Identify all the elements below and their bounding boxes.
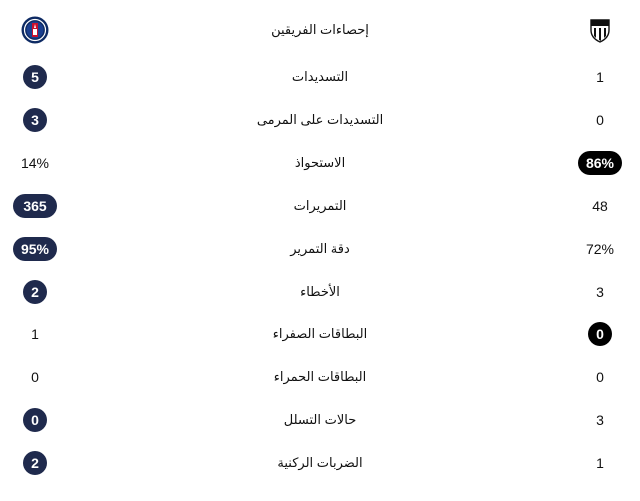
left-value-yellow-cards: 1 — [31, 326, 39, 342]
left-value-fouls: 2 — [23, 280, 47, 304]
left-value-shots: 5 — [23, 65, 47, 89]
right-value-fouls: 3 — [596, 284, 604, 300]
left-value-corners: 2 — [23, 451, 47, 475]
right-value-shots: 1 — [596, 69, 604, 85]
right-value-shots-on-target: 0 — [596, 112, 604, 128]
stat-label-pass-accuracy: دقة التمرير — [290, 241, 350, 256]
left-value-offsides: 0 — [23, 408, 47, 432]
right-value-offsides: 3 — [596, 412, 604, 428]
left-team-logo — [0, 14, 70, 46]
left-value-red-cards: 0 — [31, 369, 39, 385]
stat-row-red-cards — [0, 361, 640, 393]
stat-row-passes — [0, 190, 640, 222]
stat-label-red-cards: البطاقات الحمراء — [273, 369, 367, 384]
left-value-passes: 365 — [13, 194, 57, 218]
stat-label-shots: التسديدات — [291, 69, 349, 84]
right-value-red-cards: 0 — [596, 369, 604, 385]
stat-row-fouls — [0, 276, 640, 308]
stat-label-corners: الضربات الركنية — [277, 455, 363, 470]
stat-label-shots-on-target: التسديدات على المرمى — [256, 112, 384, 127]
stat-label-yellow-cards: البطاقات الصفراء — [272, 326, 368, 341]
stat-row-yellow-cards — [0, 318, 640, 350]
left-value-pass-accuracy: 95% — [13, 237, 57, 261]
stat-label-fouls: الأخطاء — [300, 284, 340, 299]
right-value-passes: 48 — [592, 198, 608, 214]
psg-crest-icon — [21, 16, 49, 44]
left-value-shots-on-target: 3 — [23, 108, 47, 132]
right-value-pass-accuracy: 72% — [585, 241, 615, 257]
stats-title: إحصاءات الفريقين — [271, 22, 369, 37]
stat-row-offsides — [0, 404, 640, 436]
stat-row-corners — [0, 447, 640, 479]
sco-angers-crest-icon — [586, 16, 614, 44]
right-value-possession: 86% — [578, 151, 622, 175]
stat-label-possession: الاستحواذ — [294, 155, 346, 170]
stat-row-shots-on-target — [0, 104, 640, 136]
right-value-corners: 1 — [596, 455, 604, 471]
stat-row-shots — [0, 61, 640, 93]
right-team-logo — [565, 14, 635, 46]
stats-header — [0, 14, 640, 46]
left-value-possession: 14% — [20, 155, 50, 171]
stat-row-pass-accuracy — [0, 233, 640, 265]
stat-label-passes: التمريرات — [293, 198, 347, 213]
stat-label-offsides: حالات التسلل — [283, 412, 357, 427]
stat-row-possession — [0, 147, 640, 179]
right-value-yellow-cards: 0 — [588, 322, 612, 346]
